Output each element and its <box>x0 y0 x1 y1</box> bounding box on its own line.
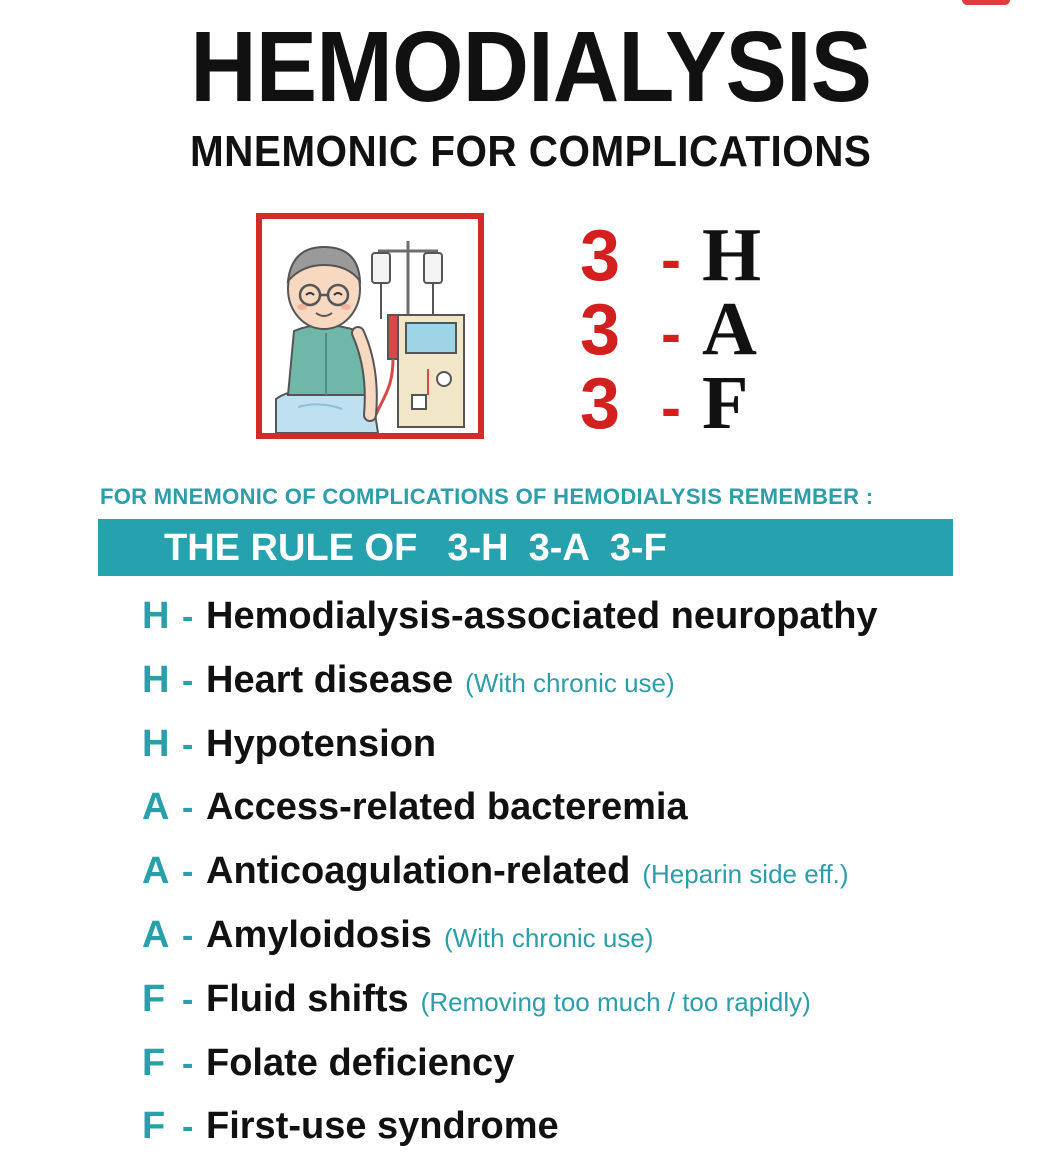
big-rule-dash: - <box>661 374 681 441</box>
corner-decoration <box>962 0 1010 5</box>
list-item <box>142 971 1052 1035</box>
item-letter: H <box>142 658 170 701</box>
item-text: First-use syndrome <box>206 1105 559 1148</box>
big-rule-number: 3 <box>580 290 621 370</box>
page-subtitle: MNEMONIC FOR COMPLICATIONS <box>190 127 872 176</box>
patient-dialysis-machine-icon <box>256 213 484 439</box>
list-item <box>142 652 1052 716</box>
list-item <box>142 1098 1052 1162</box>
list-item <box>142 907 1052 971</box>
complications-list <box>142 588 1052 1162</box>
item-note: (Heparin side eff.) <box>642 859 849 890</box>
big-rule-letter: A <box>702 287 757 371</box>
item-note: (With chronic use) <box>465 667 675 698</box>
item-dash: - <box>182 789 194 828</box>
item-dash: - <box>182 661 194 700</box>
big-rule-letter: H <box>702 213 762 297</box>
item-text: Access-related bacteremia <box>206 786 688 829</box>
item-letter: F <box>142 1041 166 1084</box>
big-rule-dash: - <box>661 300 681 367</box>
big-rule-dash: - <box>661 226 681 293</box>
big-rule-block <box>580 213 820 445</box>
remember-caption: FOR MNEMONIC OF COMPLICATIONS OF HEMODIALYSIS REMEMBER : <box>100 484 874 509</box>
item-letter: A <box>142 850 170 893</box>
list-item <box>142 716 1052 780</box>
rule-part: 3-F <box>609 527 667 569</box>
item-dash: - <box>182 725 194 764</box>
item-note: (Removing too much / too rapidly) <box>420 986 811 1017</box>
list-item <box>142 779 1052 843</box>
item-note: (With chronic use) <box>443 922 654 953</box>
item-dash: - <box>182 598 194 636</box>
item-letter: H <box>142 595 170 637</box>
item-dash: - <box>182 853 194 892</box>
list-item <box>142 843 1052 907</box>
item-letter: A <box>142 786 170 829</box>
big-rule-number: 3 <box>580 364 621 444</box>
item-letter: F <box>142 977 166 1020</box>
rule-banner <box>98 519 953 576</box>
big-rule-row <box>580 213 820 297</box>
item-dash: - <box>182 916 194 955</box>
page-title: HEMODIALYSIS <box>190 11 872 123</box>
list-item <box>142 588 1052 652</box>
item-dash: - <box>182 1108 194 1147</box>
item-text: Fluid shifts <box>206 977 409 1020</box>
item-dash: - <box>182 1044 194 1083</box>
big-rule-row <box>580 287 820 371</box>
item-text: Hypotension <box>206 722 437 765</box>
rule-part: 3-A <box>528 527 590 569</box>
item-text: Heart disease <box>206 658 454 701</box>
big-rule-number: 3 <box>580 216 621 296</box>
item-text: Anticoagulation-related <box>206 850 631 893</box>
rule-label: THE RULE OF <box>164 527 418 569</box>
item-text: Amyloidosis <box>206 913 432 956</box>
item-dash: - <box>182 980 194 1019</box>
item-letter: F <box>142 1105 166 1148</box>
list-item <box>142 1035 1052 1099</box>
big-rule-letter: F <box>702 361 749 445</box>
item-text: Hemodialysis-associated neuropathy <box>206 595 878 637</box>
big-rule-row <box>580 361 820 445</box>
item-text: Folate deficiency <box>206 1041 515 1084</box>
item-letter: A <box>142 913 170 956</box>
rule-banner-text <box>164 525 667 571</box>
rule-part: 3-H <box>447 527 509 569</box>
item-letter: H <box>142 722 170 765</box>
